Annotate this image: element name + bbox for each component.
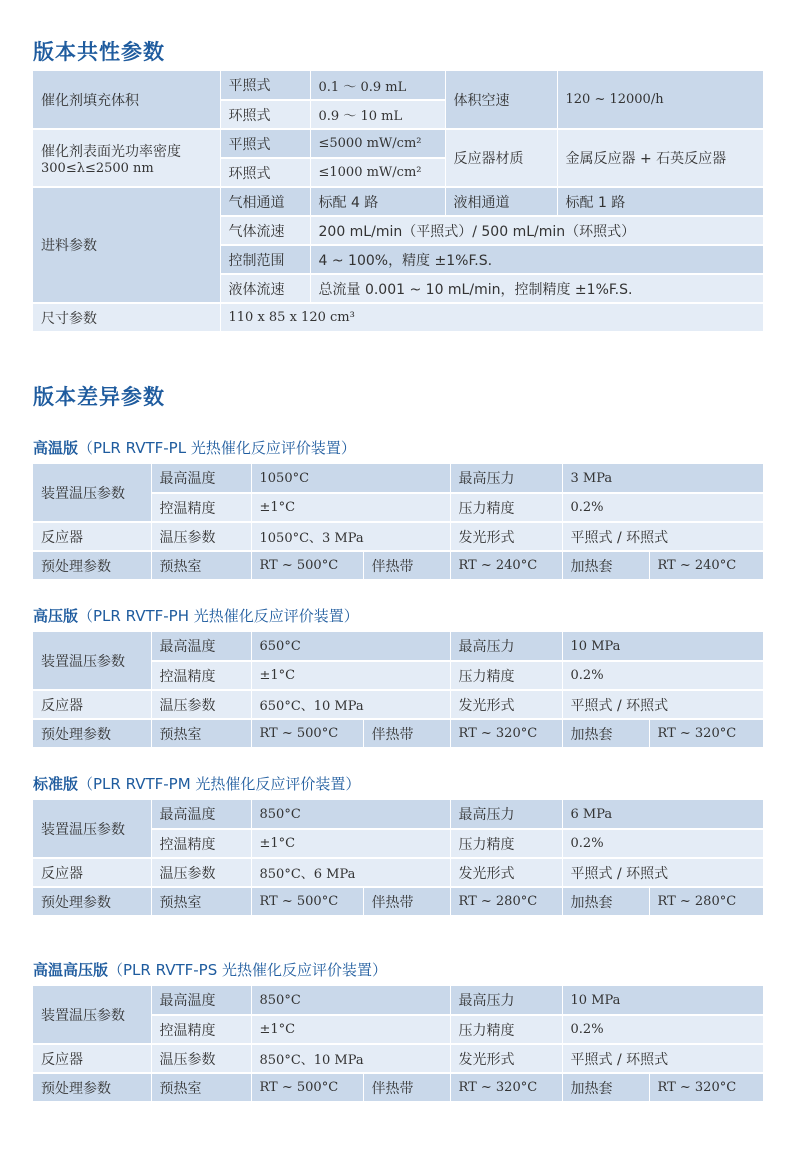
max-temp-label: 最高温度 [151,986,251,1015]
light-mode-value: 平照式 / 环照式 [562,858,763,887]
diff-params-title: 版本差异参数 [33,385,165,409]
ring-mode-label: 环照式 [220,100,310,129]
max-pressure-label: 最高压力 [450,986,562,1015]
trace-heating-value: RT ~ 320°C [450,1073,562,1102]
feed-params-label: 进料参数 [33,187,220,303]
heating-jacket-value: RT ~ 320°C [649,1073,763,1102]
pressure-precision-label: 压力精度 [450,829,562,858]
device-tp-label: 装置温压参数 [33,632,151,690]
pretreat-label: 预处理参数 [33,1073,151,1102]
pressure-precision-value: 0.2% [562,661,763,690]
light-mode-label: 发光形式 [450,522,562,551]
reactor-material-value: 金属反应器 + 石英反应器 [557,129,763,187]
trace-heating-value: RT ~ 240°C [450,551,562,580]
temp-precision-value: ±1°C [251,493,450,522]
pretreat-label: 预处理参数 [33,887,151,916]
max-temp-value: 650°C [251,632,450,661]
space-velocity-label: 体积空速 [445,71,557,129]
version-name: 高压版 [33,607,79,625]
version-heading [33,773,360,794]
reactor-tp-value: 850°C、10 MPa [251,1044,450,1073]
reactor-label: 反应器 [33,522,151,551]
preheat-value: RT ~ 500°C [251,551,363,580]
temp-precision-label: 控温精度 [151,493,251,522]
device-tp-label: 装置温压参数 [33,986,151,1044]
flat-mode-label: 平照式 [220,71,310,100]
heating-jacket-label: 加热套 [562,551,649,580]
preheat-value: RT ~ 500°C [251,719,363,748]
heating-jacket-label: 加热套 [562,1073,649,1102]
tp-params-label: 温压参数 [151,690,251,719]
version-model: （PLR RVTF-PM 光热催化反应评价装置） [78,775,361,793]
reactor-label: 反应器 [33,1044,151,1073]
reactor-material-label: 反应器材质 [445,129,557,187]
light-mode-label: 发光形式 [450,1044,562,1073]
reactor-label: 反应器 [33,690,151,719]
gas-flow-value: 200 mL/min（平照式）/ 500 mL/min（环照式） [310,216,763,245]
version-name: 高温版 [33,439,79,457]
version-heading [33,959,387,980]
max-pressure-label: 最高压力 [450,800,562,829]
max-pressure-value: 6 MPa [562,800,763,829]
gas-channel-value: 标配 4 路 [310,187,445,216]
reactor-label: 反应器 [33,858,151,887]
trace-heating-label: 伴热带 [363,887,450,916]
flat-volume-value: 0.1 ～ 0.9 mL [310,71,445,100]
pressure-precision-label: 压力精度 [450,661,562,690]
temp-precision-label: 控温精度 [151,661,251,690]
liquid-flow-label: 液体流速 [220,274,310,303]
version-model: （PLR RVTF-PH 光热催化反应评价装置） [78,607,359,625]
space-velocity-value: 120 ~ 12000/h [557,71,763,129]
version-table [33,632,764,749]
reactor-tp-value: 850°C、6 MPa [251,858,450,887]
preheat-label: 预热室 [151,1073,251,1102]
pressure-precision-value: 0.2% [562,829,763,858]
version-name: 高温高压版 [33,961,109,979]
max-temp-value: 850°C [251,986,450,1015]
gas-flow-label: 气体流速 [220,216,310,245]
flat-mode-label: 平照式 [220,129,310,158]
pressure-precision-label: 压力精度 [450,1015,562,1044]
trace-heating-label: 伴热带 [363,719,450,748]
trace-heating-label: 伴热带 [363,1073,450,1102]
preheat-label: 预热室 [151,551,251,580]
reactor-tp-value: 650°C、10 MPa [251,690,450,719]
light-mode-value: 平照式 / 环照式 [562,1044,763,1073]
pretreat-label: 预处理参数 [33,551,151,580]
catalyst-volume-label: 催化剂填充体积 [33,71,220,129]
size-value: 110 x 85 x 120 cm³ [220,303,763,332]
pretreat-label: 预处理参数 [33,719,151,748]
version-name: 标准版 [33,775,79,793]
liquid-flow-value: 总流量 0.001 ~ 10 mL/min，控制精度 ±1%F.S. [310,274,763,303]
reactor-tp-value: 1050°C、3 MPa [251,522,450,551]
max-temp-value: 1050°C [251,464,450,493]
version-model: （PLR RVTF-PS 光热催化反应评价装置） [108,961,388,979]
heating-jacket-value: RT ~ 280°C [649,887,763,916]
tp-params-label: 温压参数 [151,1044,251,1073]
trace-heating-value: RT ~ 280°C [450,887,562,916]
max-temp-label: 最高温度 [151,464,251,493]
max-pressure-value: 3 MPa [562,464,763,493]
pressure-precision-value: 0.2% [562,493,763,522]
version-table [33,986,764,1103]
liquid-channel-value: 标配 1 路 [557,187,763,216]
size-label: 尺寸参数 [33,303,220,332]
ring-power-value: ≤1000 mW/cm² [310,158,445,187]
version-table [33,800,764,917]
common-params-title: 版本共性参数 [33,40,165,64]
version-heading [33,605,359,626]
tp-params-label: 温压参数 [151,858,251,887]
version-model: （PLR RVTF-PL 光热催化反应评价装置） [78,439,356,457]
common-params-table [33,71,764,333]
light-mode-value: 平照式 / 环照式 [562,522,763,551]
device-tp-label: 装置温压参数 [33,464,151,522]
heating-jacket-label: 加热套 [562,719,649,748]
max-temp-value: 850°C [251,800,450,829]
temp-precision-value: ±1°C [251,1015,450,1044]
heating-jacket-value: RT ~ 320°C [649,719,763,748]
version-table [33,464,764,581]
version-heading [33,437,356,458]
temp-precision-label: 控温精度 [151,1015,251,1044]
light-mode-label: 发光形式 [450,858,562,887]
flat-power-value: ≤5000 mW/cm² [310,129,445,158]
wavelength-range: 300≤λ≤2500 nm [41,160,154,176]
max-pressure-value: 10 MPa [562,632,763,661]
light-mode-label: 发光形式 [450,690,562,719]
max-pressure-value: 10 MPa [562,986,763,1015]
power-density-label [33,129,220,187]
trace-heating-label: 伴热带 [363,551,450,580]
preheat-value: RT ~ 500°C [251,1073,363,1102]
liquid-channel-label: 液相通道 [445,187,557,216]
heating-jacket-value: RT ~ 240°C [649,551,763,580]
temp-precision-label: 控温精度 [151,829,251,858]
tp-params-label: 温压参数 [151,522,251,551]
max-temp-label: 最高温度 [151,632,251,661]
preheat-value: RT ~ 500°C [251,887,363,916]
preheat-label: 预热室 [151,719,251,748]
preheat-label: 预热室 [151,887,251,916]
light-mode-value: 平照式 / 环照式 [562,690,763,719]
pressure-precision-value: 0.2% [562,1015,763,1044]
heating-jacket-label: 加热套 [562,887,649,916]
max-pressure-label: 最高压力 [450,464,562,493]
pressure-precision-label: 压力精度 [450,493,562,522]
control-range-value: 4 ~ 100%，精度 ±1%F.S. [310,245,763,274]
max-temp-label: 最高温度 [151,800,251,829]
ring-volume-value: 0.9 ～ 10 mL [310,100,445,129]
device-tp-label: 装置温压参数 [33,800,151,858]
power-density-title: 催化剂表面光功率密度 [41,143,181,160]
temp-precision-value: ±1°C [251,829,450,858]
trace-heating-value: RT ~ 320°C [450,719,562,748]
control-range-label: 控制范围 [220,245,310,274]
ring-mode-label: 环照式 [220,158,310,187]
gas-channel-label: 气相通道 [220,187,310,216]
max-pressure-label: 最高压力 [450,632,562,661]
temp-precision-value: ±1°C [251,661,450,690]
